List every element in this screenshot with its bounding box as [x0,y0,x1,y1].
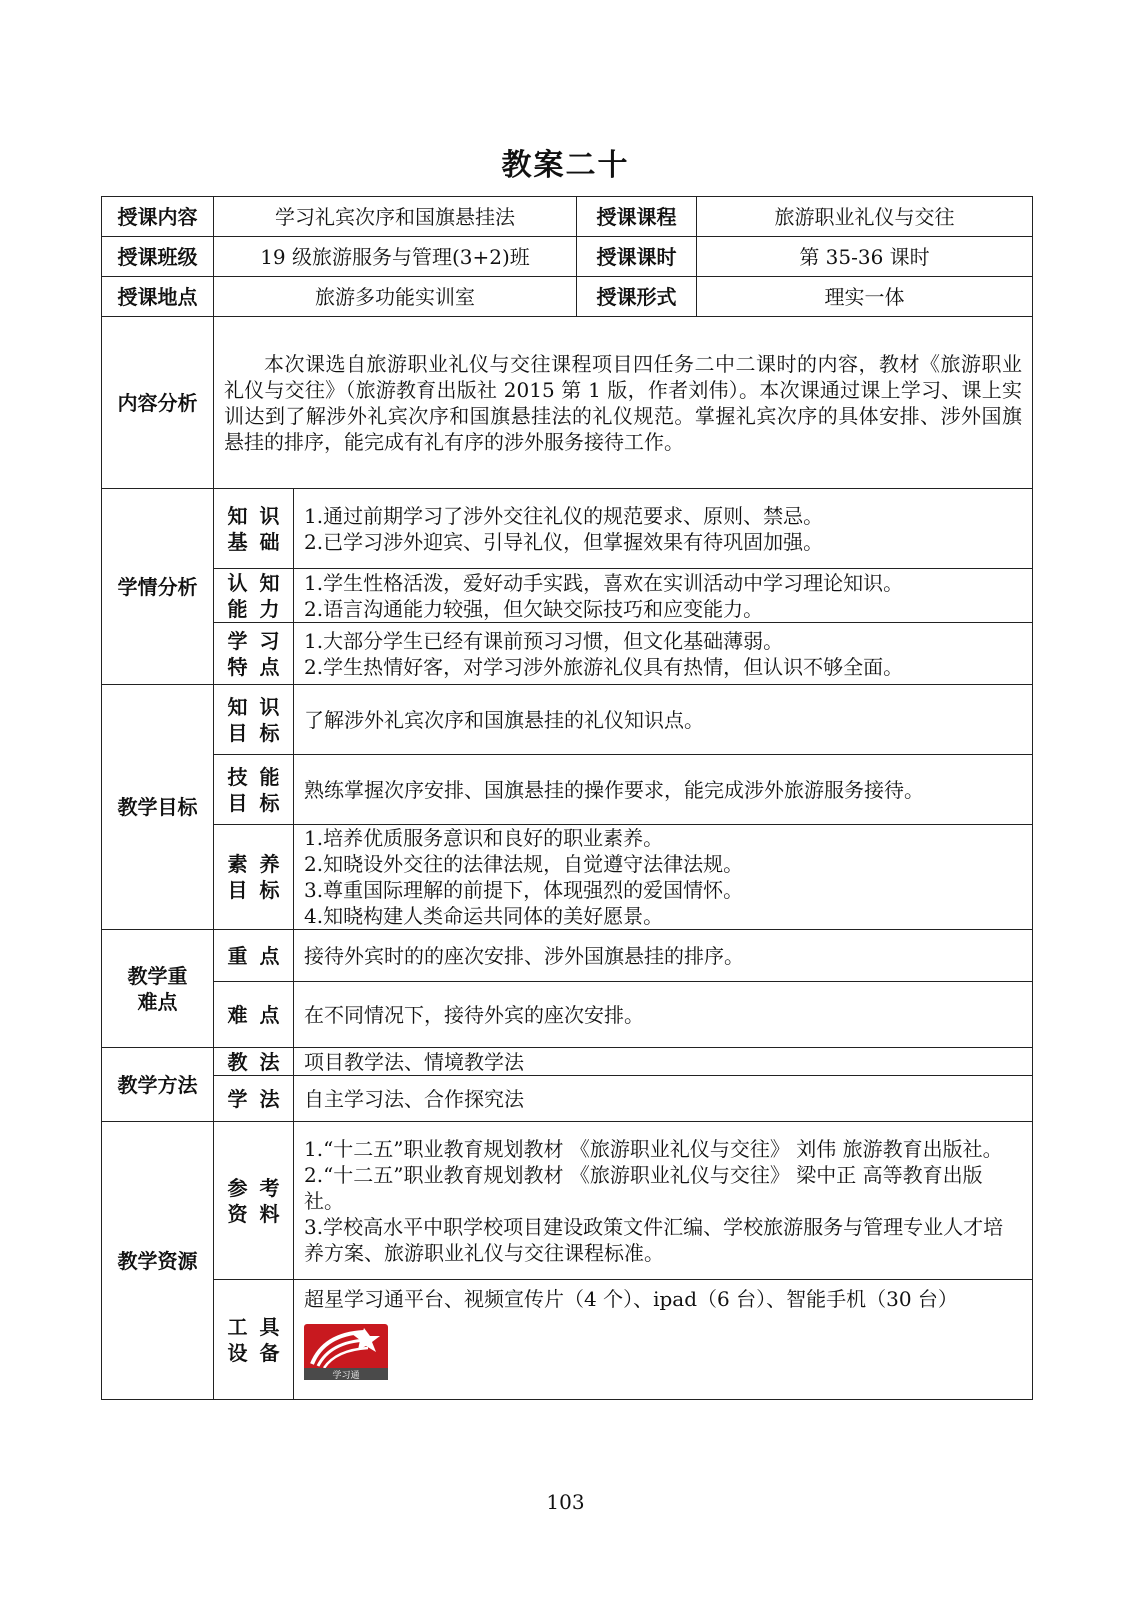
resources-label: 教学资源 [102,1122,214,1400]
tools-label: 工具设备 [214,1280,294,1400]
cognitive-ability-text [294,569,1033,623]
learner-analysis-label: 学情分析 [102,489,214,685]
tools-cell [294,1280,1033,1400]
knowledge-base-label: 知识基础 [214,489,294,569]
class-value: 19 级旅游服务与管理(3+2)班 [214,237,577,277]
list-item: 1.大部分学生已经有课前预习习惯，但文化基础薄弱。 [304,628,784,653]
hours-label: 授课课时 [577,237,697,277]
list-item: 2.“十二五”职业教育规划教材 《旅游职业礼仪与交往》 梁中正 高等教育出版社。 [304,1162,983,1213]
objectives-label: 教学目标 [102,685,214,930]
key-points-label: 教学重难点 [102,930,214,1048]
course-label: 授课课程 [577,197,697,237]
methods-label: 教学方法 [102,1048,214,1122]
page-number: 103 [546,1490,585,1514]
key-point-label: 重点 [214,930,294,982]
learning-traits-label: 学习特点 [214,623,294,685]
list-item: 1.培养优质服务意识和良好的职业素养。 [304,826,664,850]
knowledge-objective-text: 了解涉外礼宾次序和国旗悬挂的礼仪知识点。 [294,685,1033,755]
learning-method-text: 自主学习法、合作探究法 [294,1076,1033,1122]
lesson-plan-table [101,196,1033,1400]
list-item: 1.通过前期学习了涉外交往礼仪的规范要求、原则、禁忌。 [304,503,824,528]
list-item: 4.知晓构建人类命运共同体的美好愿景。 [304,904,664,928]
tools-text: 超星学习通平台、视频宣传片（4 个）、ipad（6 台）、智能手机（30 台） [304,1287,958,1311]
course-value: 旅游职业礼仪与交往 [697,197,1033,237]
hours-value: 第 35-36 课时 [697,237,1033,277]
list-item: 2.学生热情好客，对学习涉外旅游礼仪具有热情，但认识不够全面。 [304,654,904,679]
content-analysis-text: 本次课选自旅游职业礼仪与交往课程项目四任务二中二课时的内容，教材《旅游职业礼仪与交往》（旅游教育出版社 2015 第 1 版，作者刘伟）。本次课通过课上学习、课上实训达到了解涉外礼宾次序和国旗悬挂法的礼仪规范。掌握礼宾次序的具体安排、涉外国旗悬挂的排序，能完成有礼有序的涉外服务接待工作。 [214,317,1033,489]
references-label: 参考资料 [214,1122,294,1280]
list-item: 2.已学习涉外迎宾、引导礼仪，但掌握效果有待巩固加强。 [304,529,824,554]
xuexitong-logo-icon [304,1324,388,1380]
list-item: 2.语言沟通能力较强，但欠缺交际技巧和应变能力。 [304,596,764,621]
logo-text: 学习通 [332,1371,360,1380]
list-item: 1.学生性格活泼，爱好动手实践，喜欢在实训活动中学习理论知识。 [304,570,904,595]
list-item: 3.学校高水平中职学校项目建设政策文件汇编、学校旅游服务与管理专业人才培养方案、旅游职业礼仪与交往课程标准。 [304,1214,1004,1265]
skill-objective-text: 熟练掌握次序安排、国旗悬挂的操作要求，能完成涉外旅游服务接待。 [294,755,1033,825]
references-text [294,1122,1033,1280]
knowledge-base-text [294,489,1033,569]
key-point-text: 接待外宾时的的座次安排、涉外国旗悬挂的排序。 [294,930,1033,982]
teaching-method-text: 项目教学法、情境教学法 [294,1048,1033,1076]
list-item: 1.“十二五”职业教育规划教材 《旅游职业礼仪与交往》 刘伟 旅游教育出版社。 [304,1136,1003,1161]
place-label: 授课地点 [102,277,214,317]
content-analysis-label: 内容分析 [102,317,214,489]
page-title: 教案二十 [501,148,630,183]
quality-objective-label: 素养目标 [214,825,294,930]
form-value: 理实一体 [697,277,1033,317]
class-label: 授课班级 [102,237,214,277]
list-item: 3.尊重国际理解的前提下，体现强烈的爱国情怀。 [304,878,744,902]
form-label: 授课形式 [577,277,697,317]
learning-traits-text [294,623,1033,685]
content-label: 授课内容 [102,197,214,237]
cognitive-ability-label: 认知能力 [214,569,294,623]
teaching-method-label: 教法 [214,1048,294,1076]
place-value: 旅游多功能实训室 [214,277,577,317]
difficult-point-label: 难点 [214,982,294,1048]
learning-method-label: 学法 [214,1076,294,1122]
quality-objective-text [294,825,1033,930]
skill-objective-label: 技能目标 [214,755,294,825]
difficult-point-text: 在不同情况下，接待外宾的座次安排。 [294,982,1033,1048]
knowledge-objective-label: 知识目标 [214,685,294,755]
content-value: 学习礼宾次序和国旗悬挂法 [214,197,577,237]
list-item: 2.知晓设外交往的法律法规，自觉遵守法律法规。 [304,852,744,876]
